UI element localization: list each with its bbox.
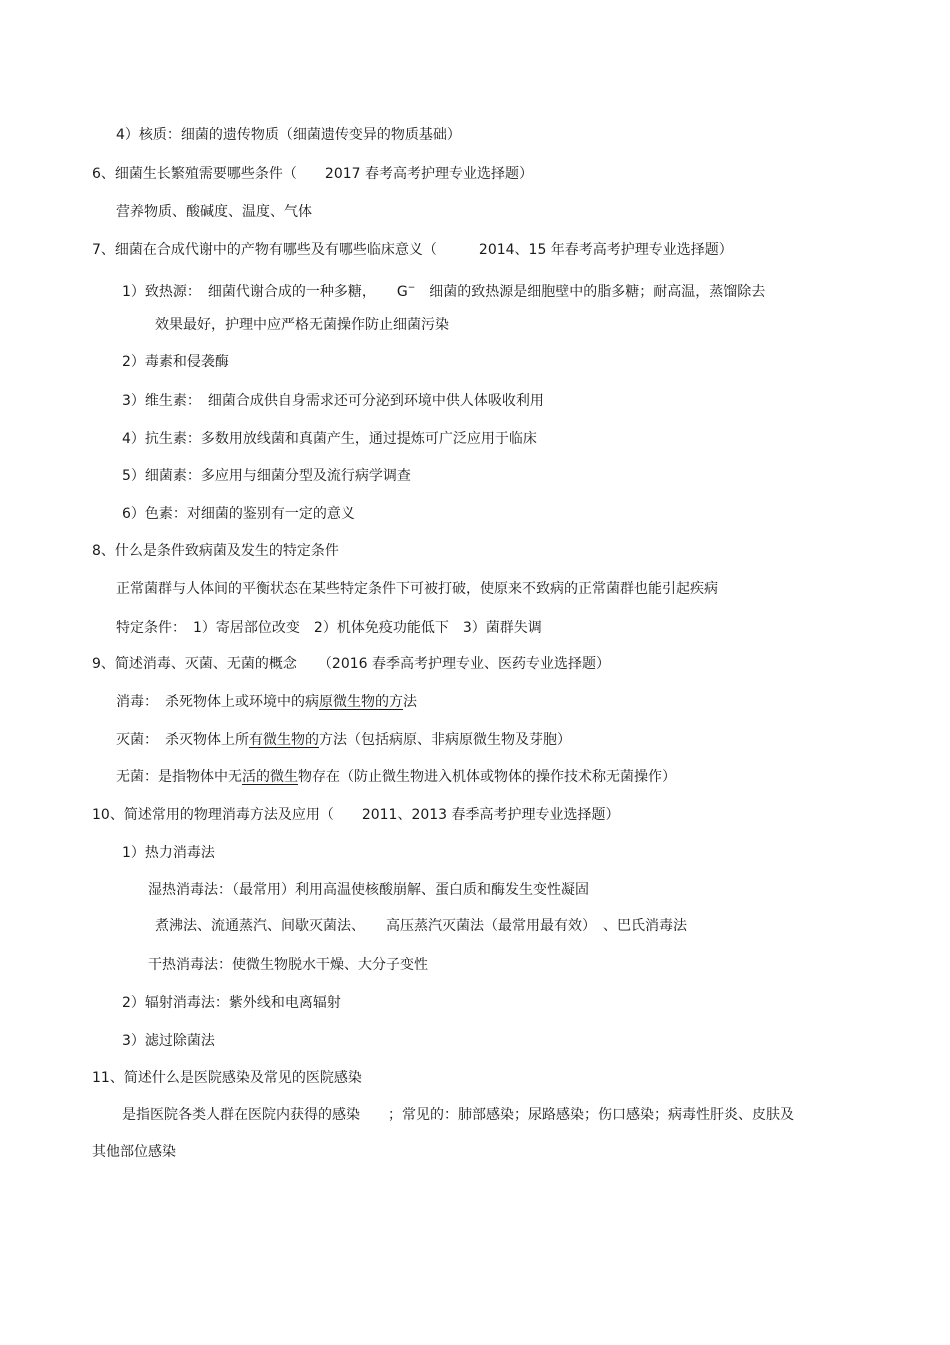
text-line [122,279,765,301]
text-line: 正常菌群与人体间的平衡状态在某些特定条件下可被打破，使原来不致病的正常菌群也能引起疾病 [116,581,718,597]
text-line: 湿热消毒法：（最常用）利用高温使核酸崩解、蛋白质和酶发生变性凝固 [148,882,589,898]
underlined-text: 活的微生 [242,769,298,785]
text-line: 3）维生素： 细菌合成供自身需求还可分泌到环境中供人体吸收利用 [122,393,544,409]
text-line: 干热消毒法：使微生物脱水干燥、大分子变性 [148,957,428,973]
question-heading: 9、简述消毒、灭菌、无菌的概念 （2016 春季高考护理专业、医药专业选择题） [92,656,610,672]
text-line [116,768,676,786]
text-line [116,693,417,711]
text-line: 5）细菌素：多应用与细菌分型及流行病学调查 [122,468,411,484]
text-line: 4）核质：细菌的遗传物质（细菌遗传变异的物质基础） [116,127,461,143]
text-line: 煮沸法、流通蒸汽、间歇灭菌法、 高压蒸汽灭菌法（最常用最有效） 、巴氏消毒法 [155,918,687,934]
text-line: 其他部位感染 [92,1144,176,1160]
text-line: 2）毒素和侵袭酶 [122,354,229,370]
text-line [116,731,571,749]
question-heading: 10、简述常用的物理消毒方法及应用（ 2011、2013 春季高考护理专业选择题） [92,807,620,823]
text-span: 1）致热源： 细菌代谢合成的一种多糖， G [122,284,408,300]
text-line: 6）色素：对细菌的鉴别有一定的意义 [122,506,355,522]
text-line: 营养物质、酸碱度、温度、气体 [116,204,312,220]
question-heading: 8、什么是条件致病菌及发生的特定条件 [92,543,339,559]
text-line: 1）热力消毒法 [122,845,215,861]
text-line: 是指医院各类人群在医院内获得的感染 ；常见的：肺部感染；尿路感染；伤口感染；病毒性肝炎、皮肤及 [122,1107,794,1123]
question-heading: 6、细菌生长繁殖需要哪些条件（ 2017 春考高考护理专业选择题） [92,166,533,182]
underlined-text: 有微生物的 [249,732,319,748]
underlined-text: 原微生物的方 [319,694,403,710]
text-span: 方法（包括病原、非病原微生物及芽胞） [319,732,571,748]
text-span: 法 [403,694,417,710]
text-span: 无菌：是指物体中无 [116,769,242,785]
text-line: 效果最好，护理中应严格无菌操作防止细菌污染 [155,317,449,333]
text-line: 3）滤过除菌法 [122,1033,215,1049]
text-span: 细菌的致热源是细胞壁中的脂多糖；耐高温，蒸馏除去 [415,284,766,300]
text-span: 消毒： 杀死物体上或环境中的病 [116,694,319,710]
text-line: 特定条件： 1）寄居部位改变 2）机体免疫功能低下 3）菌群失调 [116,620,542,636]
question-heading: 7、细菌在合成代谢中的产物有哪些及有哪些临床意义（ 2014、15 年春考高考护理专业选择题） [92,242,733,258]
question-heading: 11、简述什么是医院感染及常见的医院感染 [92,1070,362,1086]
text-span: 灭菌： 杀灭物体上所 [116,732,249,748]
text-line: 4）抗生素：多数用放线菌和真菌产生，通过提炼可广泛应用于临床 [122,431,537,447]
superscript: − [407,283,416,293]
text-line: 2）辐射消毒法：紫外线和电离辐射 [122,995,341,1011]
text-span: 物存在（防止微生物进入机体或物体的操作技术称无菌操作） [298,769,676,785]
